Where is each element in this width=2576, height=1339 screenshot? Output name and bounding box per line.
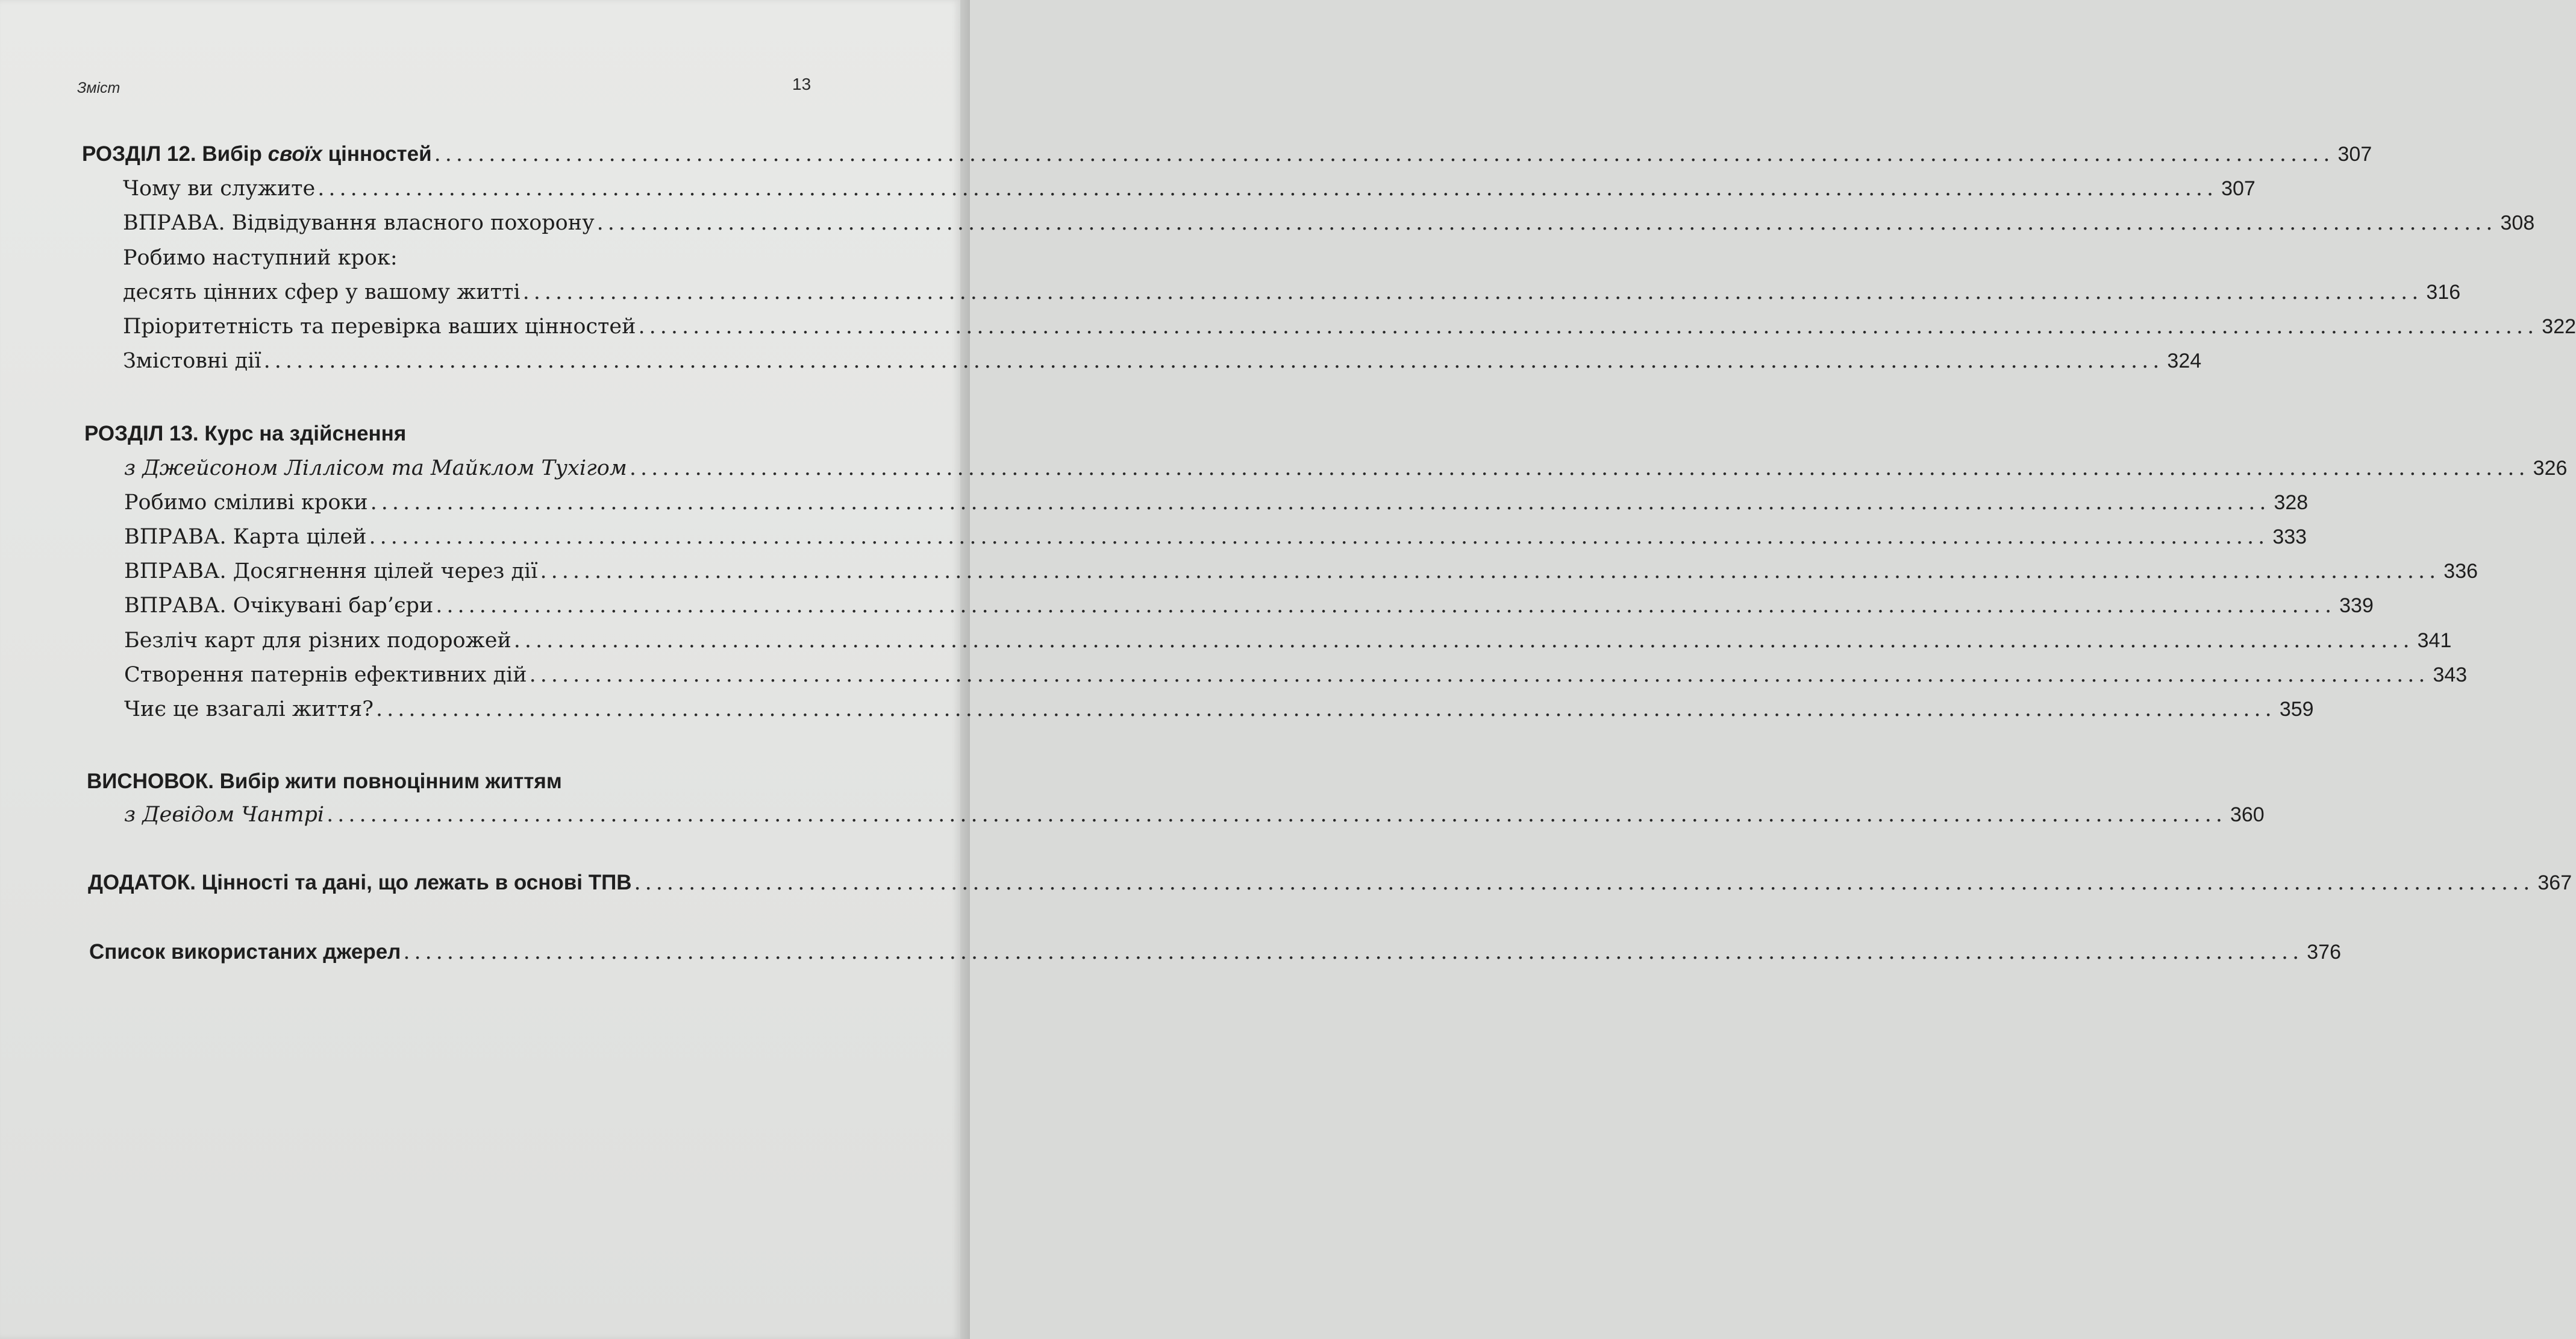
toc-page-ref: 376	[2307, 941, 2341, 964]
dot-leader: ..............................................................................................................................................................................	[540, 559, 2440, 583]
toc-entry[interactable]	[124, 455, 2568, 481]
toc-entry-line	[123, 245, 812, 271]
dot-leader: ..............................................................................................................................................................................	[375, 697, 2276, 721]
toc-entry-title: РОЗДІЛ 13. Курс на здійснення	[84, 422, 407, 445]
toc-entry[interactable]	[124, 696, 2314, 723]
dot-leader: ..............................................................................................................................................................................	[317, 177, 2218, 201]
dot-leader: ..............................................................................................................................................................................	[403, 940, 2304, 964]
page-number: 13	[792, 75, 811, 93]
toc-entry-title: ВИСНОВОК. Вибір жити повноцінним життям	[87, 770, 562, 793]
dot-leader: ..............................................................................................................................................................................	[263, 349, 2164, 373]
toc-chapter-13[interactable]	[84, 421, 814, 447]
toc-entry-subtitle: з Девідом Чантрі	[124, 803, 325, 827]
toc-entry[interactable]	[123, 210, 2535, 236]
toc-entry[interactable]	[124, 801, 2265, 828]
toc-entry-title: РОЗДІЛ 12. Вибір своїх цінностей	[82, 142, 432, 166]
toc-entry-title: Безліч карт для різних подорожей	[124, 629, 511, 653]
dot-leader: ..............................................................................................................................................................................	[522, 280, 2423, 304]
toc-conclusion[interactable]	[87, 768, 817, 795]
toc-entry-title: Чому ви служите	[123, 177, 316, 201]
toc-page-ref: 336	[2443, 560, 2478, 583]
toc-page-ref: 307	[2337, 143, 2372, 166]
dot-leader: ..............................................................................................................................................................................	[327, 803, 2227, 827]
toc-page-ref: 328	[2274, 491, 2309, 514]
toc-entry[interactable]	[123, 313, 2576, 340]
toc-page-ref: 339	[2339, 594, 2374, 617]
toc-page-ref: 367	[2537, 871, 2572, 894]
toc-page-ref: 324	[2167, 350, 2202, 372]
dot-leader: ..............................................................................................................................................................................	[513, 629, 2414, 653]
toc-entry-title: ДОДАТОК. Цінності та дані, що лежать в основі ТПВ	[88, 871, 632, 894]
toc-entry-title: Чиє це взагалі життя?	[124, 697, 374, 721]
toc-entry[interactable]	[124, 489, 2309, 516]
toc-page-ref: 308	[2500, 212, 2535, 234]
toc-chapter-12[interactable]	[82, 141, 2372, 168]
toc-entry-title: Пріоритетність та перевірка ваших цінностей	[123, 315, 636, 339]
toc-entry-title: Список використаних джерел	[89, 940, 401, 964]
toc-page-ref: 343	[2433, 663, 2468, 686]
toc-entry-title: Змістовні дії	[123, 349, 261, 373]
toc-page-ref: 322	[2542, 315, 2576, 338]
toc-page-ref: 316	[2426, 281, 2461, 304]
toc-entry[interactable]	[123, 348, 2202, 374]
toc-entry[interactable]	[124, 524, 2307, 550]
toc-page-ref: 333	[2272, 525, 2307, 548]
dot-leader: ..............................................................................................................................................................................	[434, 142, 2334, 166]
toc-page-ref: 360	[2230, 803, 2265, 826]
dot-leader: ..............................................................................................................................................................................	[629, 456, 2530, 480]
running-head: Зміст	[77, 80, 120, 96]
dot-leader: ..............................................................................................................................................................................	[370, 491, 2271, 515]
toc-entry-subtitle: з Джейсоном Ліллісом та Майклом Тухігом	[124, 456, 627, 480]
toc-entry-title: ВПРАВА. Карта цілей	[124, 525, 367, 549]
toc-page-ref: 341	[2417, 629, 2452, 652]
dot-leader: ..............................................................................................................................................................................	[634, 871, 2534, 895]
dot-leader: ..............................................................................................................................................................................	[529, 663, 2430, 687]
dot-leader: ..............................................................................................................................................................................	[596, 211, 2497, 235]
toc-entry[interactable]	[124, 627, 2452, 654]
toc-entry-title: ВПРАВА. Досягнення цілей через дії	[124, 559, 538, 583]
toc-entry-title: Робимо наступний крок:	[123, 246, 398, 270]
toc-entry-title: ВПРАВА. Очікувані бар’єри	[124, 594, 434, 618]
toc-entry[interactable]	[123, 279, 2461, 306]
dot-leader: ..............................................................................................................................................................................	[369, 525, 2269, 549]
toc-entry-title: Робимо сміливі кроки	[124, 491, 368, 515]
toc-entry[interactable]	[124, 592, 2374, 619]
toc-entry[interactable]	[123, 175, 2256, 202]
toc-entry[interactable]	[124, 662, 2468, 688]
toc-entry[interactable]	[124, 558, 2478, 585]
toc-references[interactable]	[89, 939, 2341, 965]
toc-page-ref: 359	[2279, 698, 2314, 721]
toc-entry-title: Створення патернів ефективних дій	[124, 663, 527, 687]
toc-page-ref: 326	[2533, 457, 2568, 480]
toc-page-ref: 307	[2221, 177, 2256, 200]
toc-appendix[interactable]	[88, 870, 2572, 896]
toc-entry-title: ВПРАВА. Відвідування власного похорону	[123, 211, 595, 235]
toc-entry-title: десять цінних сфер у вашому житті	[123, 280, 521, 304]
dot-leader: ..............................................................................................................................................................................	[638, 315, 2539, 339]
dot-leader: ..............................................................................................................................................................................	[436, 594, 2336, 618]
